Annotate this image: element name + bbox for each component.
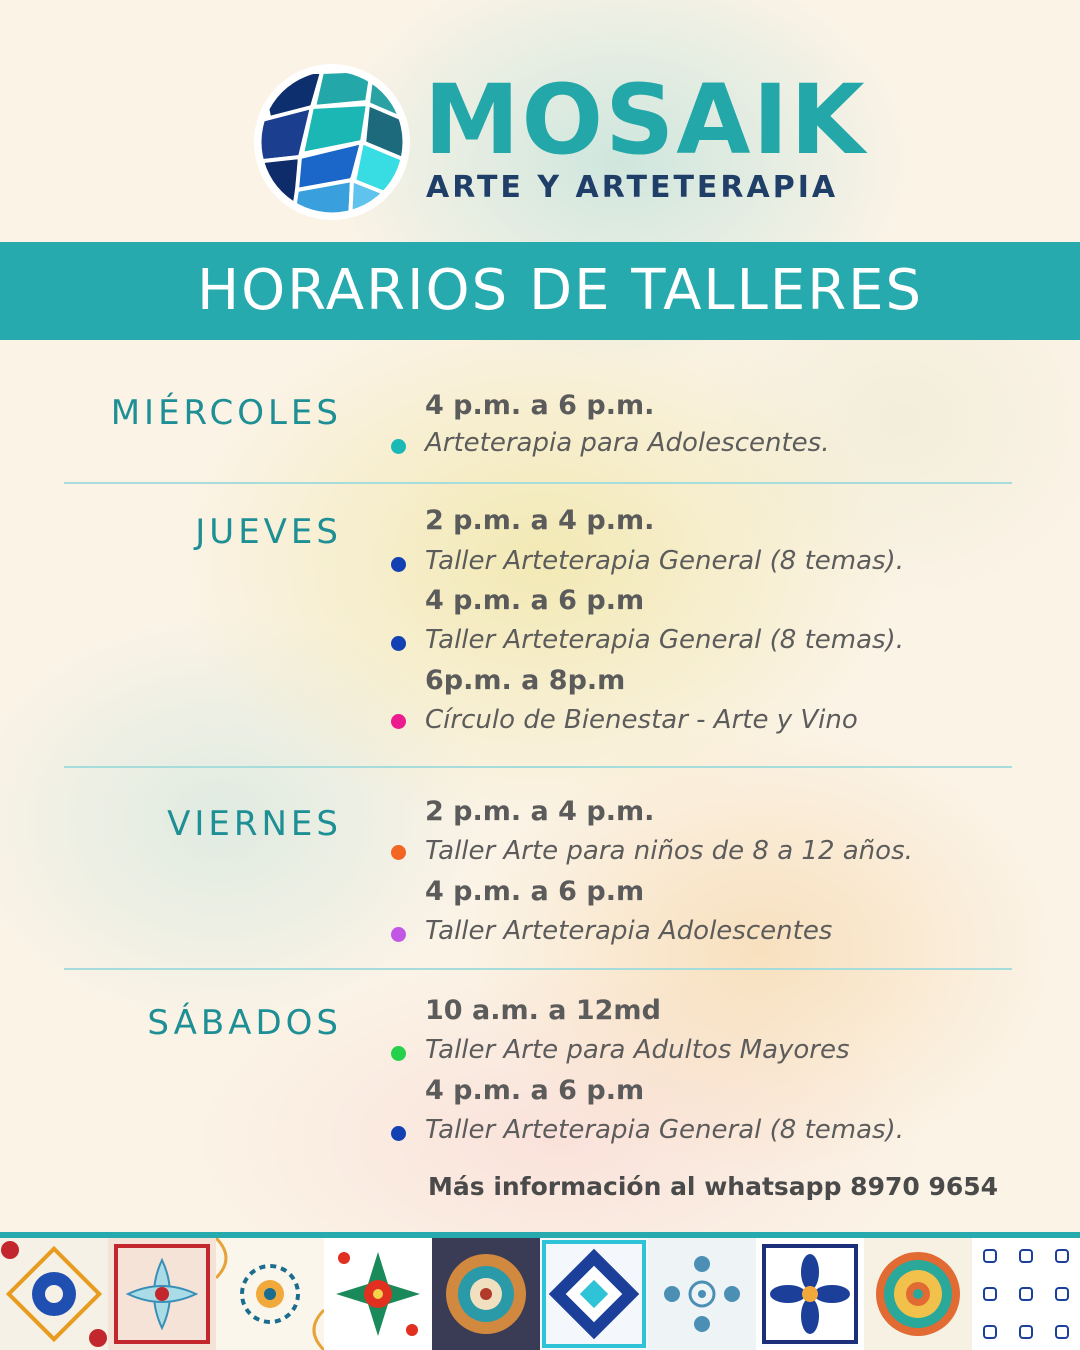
bullet-dot [391, 1046, 406, 1061]
slot-description: Círculo de Bienestar - Arte y Vino [425, 705, 858, 735]
divider [64, 766, 1012, 768]
slot-time: 4 p.m. a 6 p.m [425, 585, 645, 616]
slot-description: Taller Arteterapia General (8 temas). [425, 546, 904, 576]
tile-icon [972, 1238, 1080, 1350]
slot-time: 10 a.m. a 12md [425, 995, 661, 1026]
page-title: HORARIOS DE TALLERES [196, 258, 924, 323]
bullet-dot [391, 439, 406, 454]
slot-description: Taller Arteterapia General (8 temas). [425, 1115, 904, 1145]
slot-description: Taller Arteterapia Adolescentes [425, 916, 833, 946]
bullet-dot [391, 845, 406, 860]
mosaic-logo-icon [252, 62, 412, 222]
tile-icon [648, 1238, 756, 1350]
slot-description: Taller Arte para niños de 8 a 12 años. [425, 836, 913, 866]
slot-description: Taller Arte para Adultos Mayores [425, 1035, 850, 1065]
bullet-dot [391, 557, 406, 572]
slot-time: 2 p.m. a 4 p.m. [425, 505, 655, 536]
day-label-viernes: VIERNES [167, 804, 342, 844]
divider [64, 968, 1012, 970]
slot-time: 2 p.m. a 4 p.m. [425, 796, 655, 827]
bullet-dot [391, 927, 406, 942]
tile-icon [0, 1238, 108, 1350]
bullet-dot [391, 636, 406, 651]
tile-icon [864, 1238, 972, 1350]
slot-time: 4 p.m. a 6 p.m. [425, 390, 655, 421]
slot-description: Taller Arteterapia General (8 temas). [425, 625, 904, 655]
slot-time: 6p.m. a 8p.m [425, 665, 626, 696]
tile-icon [108, 1238, 216, 1350]
slot-description: Arteterapia para Adolescentes. [425, 428, 830, 458]
tile-icon [540, 1238, 648, 1350]
title-banner [0, 242, 1080, 340]
brand-tagline: ARTE Y ARTETERAPIA [426, 170, 839, 205]
slot-time: 4 p.m. a 6 p.m [425, 876, 645, 907]
logo [252, 62, 867, 222]
tile-icon [432, 1238, 540, 1350]
slot-time: 4 p.m. a 6 p.m [425, 1075, 645, 1106]
decorative-tile-strip [0, 1238, 1080, 1350]
bullet-dot [391, 714, 406, 729]
contact-info: Más información al whatsapp 8970 9654 [428, 1172, 999, 1201]
tile-icon [324, 1238, 432, 1350]
tile-icon [756, 1238, 864, 1350]
day-label-miercoles: MIÉRCOLES [110, 393, 342, 433]
divider [64, 482, 1012, 484]
day-label-sabados: SÁBADOS [147, 1003, 342, 1043]
bullet-dot [391, 1126, 406, 1141]
tile-icon [216, 1238, 324, 1350]
brand-name: MOSAIK [424, 64, 867, 176]
day-label-jueves: JUEVES [195, 512, 342, 552]
